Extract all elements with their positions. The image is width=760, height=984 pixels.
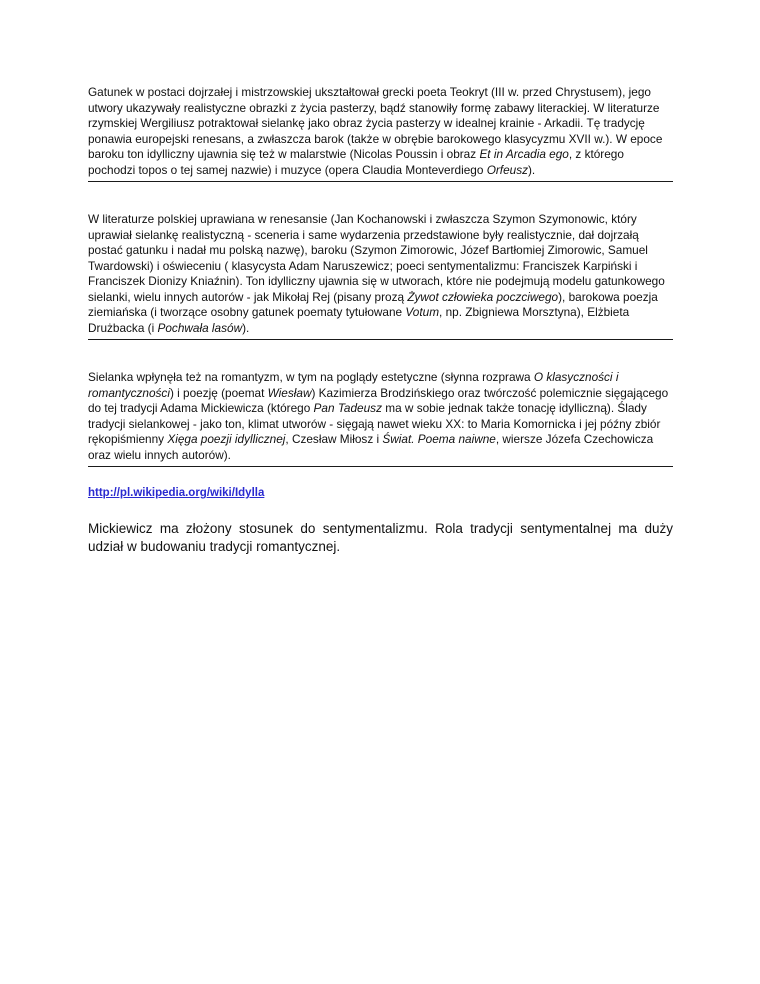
paragraph-divider — [88, 339, 673, 340]
paragraph-romanticism: Sielanka wpłynęła też na romantyzm, w tym na poglądy estetyczne (słynna rozprawa O klasyczności i romantyczności) i poezję (poemat Wiesław) Kazimierza Brodzińskiego oraz twórczość polemicznie sięgającego do tej tradycji Adama Mickiewicza (którego Pan Tadeusz ma w sobie jednak także tonację idylliczną). Ślady tradycji sielankowej - jako ton, klimat utworów - sięgają nawet wieku XX: to Maria Komornicka i jej późny zbiór rękopiśmienny Xięga poezji idyllicznej, Czesław Miłosz i Świat. Poema naiwne, wiersze Józefa Czechowicza oraz wielu innych autorów). — [88, 370, 669, 462]
link-line — [88, 483, 673, 501]
closing-note: Mickiewicz ma złożony stosunek do sentymentalizmu. Rola tradycji sentymentalnej ma duży udział w budowaniu tradycji romantycznej. — [88, 521, 673, 554]
wikipedia-link[interactable]: http://pl.wikipedia.org/wiki/Idylla — [88, 487, 265, 499]
paragraph-divider — [88, 466, 673, 467]
paragraph-genre-history: Gatunek w postaci dojrzałej i mistrzowskiej ukształtował grecki poeta Teokryt (III w. przed Chrystusem), jego utwory ukazywały realistyczne obrazki z życia pasterzy, bądź stanowiły formę zabawy literackiej. W literaturze rzymskiej Wergiliusz potraktował sielankę jako obraz życia pasterzy w idealnej krainie - Arkadii. Tę tradycję ponawia europejski renesans, a zwłaszcza barok (także w obrębie barokowego klasycyzmu XVII w.). W epoce baroku ton idylliczny ujawnia się też w malarstwie (Nicolas Poussin i obraz Et in Arcadia ego, z którego pochodzi topos o tej samej nazwie) i muzyce (opera Claudia Monteverdiego Orfeusz). — [88, 85, 663, 177]
paragraph-polish-literature: W literaturze polskiej uprawiana w renesansie (Jan Kochanowski i zwłaszcza Szymon Szymonowic, który uprawiał sielankę realistyczną - sceneria i same wydarzenia przedstawione były realistycznie, dał dojrzałą postać gatunku i nadał mu polską nazwę), baroku (Szymon Zimorowic, Józef Bartłomiej Zimorowic, Samuel Twardowski) i oświeceniu ( klasycysta Adam Naruszewicz; poeci sentymentalizmu: Franciszek Karpiński i Franciszek Dionizy Kniaźnin). Ton idylliczny ujawnia się w utworach, które nie podejmują modelu gatunkowego sielanki, wielu innych autorów - jak Mikołaj Rej (pisany prozą Żywot człowieka poczciwego), barokowa poezja ziemiańska (i tworzące osobny gatunek poematy tytułowane Votum, np. Zbigniewa Morsztyna), Elżbieta Drużbacka (i Pochwała lasów). — [88, 212, 665, 335]
paragraph-divider — [88, 181, 673, 182]
